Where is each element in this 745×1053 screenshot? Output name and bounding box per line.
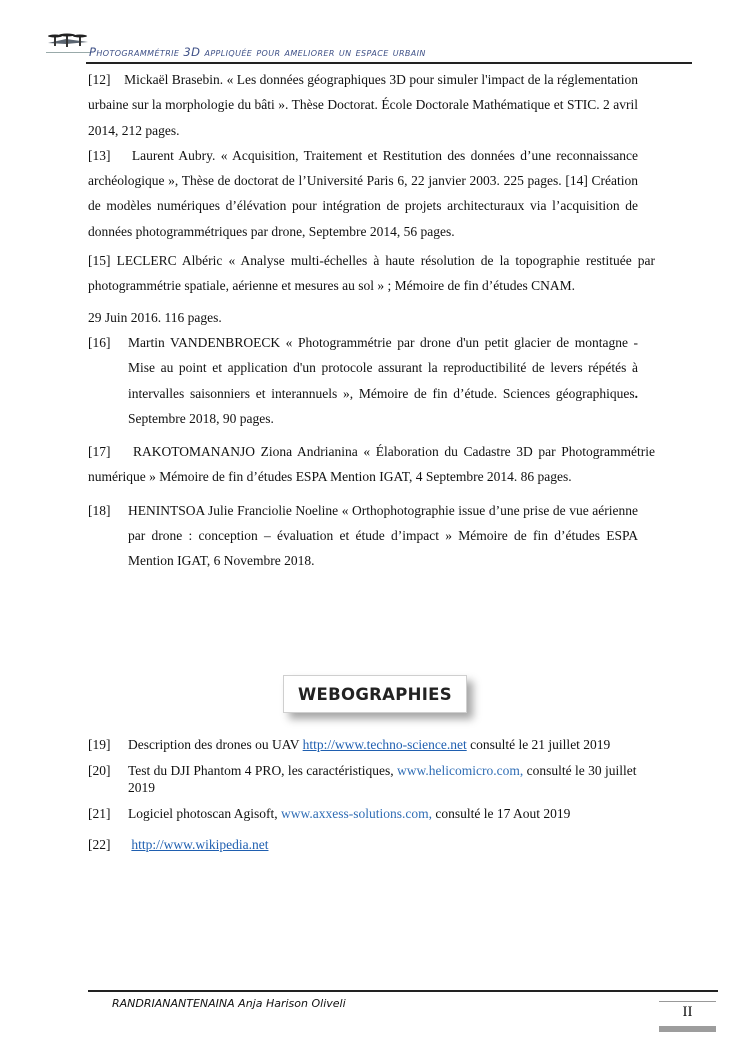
reference-16 bbox=[88, 330, 655, 431]
webography-item-19: [19] Description des drones ou UAV http://www.techno-science.net consulté le 21 juillet 2019 bbox=[88, 737, 611, 752]
webography-text: Test du DJI Phantom 4 PRO, les caractéristiques, bbox=[128, 763, 398, 778]
header-logo-rule bbox=[46, 52, 90, 53]
webographies-heading: WEBOGRAPHIES bbox=[298, 684, 452, 704]
webography-item-20: [20] Test du DJI Phantom 4 PRO, les caractéristiques, www.helicomicro.com, consulté le 30 juillet 2019 bbox=[88, 763, 637, 795]
reference-18 bbox=[88, 498, 655, 574]
webography-number: [19] bbox=[88, 737, 111, 752]
webography-item-22 bbox=[88, 836, 648, 853]
reference-15 bbox=[88, 248, 655, 299]
reference-text: Martin VANDENBROECK « Photogrammétrie par drone d'un petit glacier de montagne - Mise au point et application d'un protocole assurant la reproductibilité de levers répétés à intervalles saisonniers et interannuels », Mémoire de fin d’étude. Sciences géographiques. Septembre 2018, 90 pages. bbox=[128, 334, 638, 426]
page-number: II bbox=[682, 1004, 693, 1020]
footer-author: RANDRIANANTENAINA Anja Harison Oliveli bbox=[112, 997, 346, 1010]
references-list bbox=[88, 67, 655, 574]
webography-text: Logiciel photoscan Agisoft, bbox=[128, 806, 281, 821]
reference-13 bbox=[88, 143, 655, 244]
webography-number: [20] bbox=[88, 763, 111, 778]
reference-number: [17] bbox=[88, 444, 111, 460]
running-header-title: Photogrammétrie 3D appliquée pour ameliorer un espace urbain bbox=[89, 45, 426, 59]
reference-number: [13] bbox=[88, 147, 111, 163]
wikipedia-link[interactable]: http://www.wikipedia.net bbox=[131, 837, 269, 852]
reference-number: [15] bbox=[88, 253, 111, 269]
webography-item-21: [21] Logiciel photoscan Agisoft, www.axxess-solutions.com, consulté le 17 Aout 2019 bbox=[88, 806, 571, 821]
reference-number: [18] bbox=[88, 502, 111, 518]
reference-text: Laurent Aubry. « Acquisition, Traitement et Restitution des données d’une reconnaissance archéologique », Thèse de doctorat de l’Université Paris 6, 22 janvier 2003. 225 pages. [14] Création de modèles numériques d’élévation pour intégration de projets architecturaux via l’acquisition de données photogrammétriques par drone, Septembre 2014, 56 pages. bbox=[88, 147, 639, 239]
webography-text: Description des drones ou UAV bbox=[128, 737, 303, 752]
reference-17 bbox=[88, 439, 655, 490]
reference-text: LECLERC Albéric « Analyse multi-échelles à haute résolution de la topographie restituée par photogrammétrie spatiale, aérienne et mesures au sol » ; Mémoire de fin d’études CNAM. bbox=[88, 253, 655, 294]
header-rule bbox=[86, 62, 692, 64]
webographies-heading-box bbox=[283, 675, 467, 713]
techno-science-link[interactable]: http://www.techno-science.net bbox=[302, 737, 467, 752]
webography-number: [21] bbox=[88, 806, 111, 821]
reference-12 bbox=[88, 67, 655, 143]
reference-text: Mickaël Brasebin. « Les données géographiques 3D pour simuler l'impact de la réglementation urbaine sur la morphologie du bâti ». Thèse Doctorat. École Doctorale Mathématique et STIC. 2 avril 2014, 212 pages. bbox=[88, 72, 638, 138]
reference-15-tail: 29 Juin 2016. 116 pages. bbox=[88, 309, 222, 325]
footer-rule bbox=[88, 990, 718, 992]
drone-logo-icon bbox=[46, 31, 90, 51]
webography-list bbox=[88, 736, 648, 862]
webography-number: [22] bbox=[88, 837, 111, 852]
axxess-solutions-link[interactable]: www.axxess-solutions.com, bbox=[280, 806, 432, 821]
reference-number: [12] bbox=[88, 72, 111, 87]
reference-text: RAKOTOMANANJO Ziona Andrianina « Élaboration du Cadastre 3D par Photogrammétrie numérique » Mémoire de fin d’études ESPA Mention IGAT, 4 Septembre 2014. 86 pages. bbox=[88, 444, 656, 485]
reference-text: HENINTSOA Julie Franciolie Noeline « Orthophotographie issue d’une prise de vue aérienne par drone : conception – évaluation et étude d’impact » Mémoire de fin d’études ESPA Mention IGAT, 6 Novembre 2018. bbox=[128, 502, 638, 569]
helicomicro-link[interactable]: www.helicomicro.com, bbox=[397, 763, 524, 778]
reference-number: [16] bbox=[88, 334, 111, 350]
